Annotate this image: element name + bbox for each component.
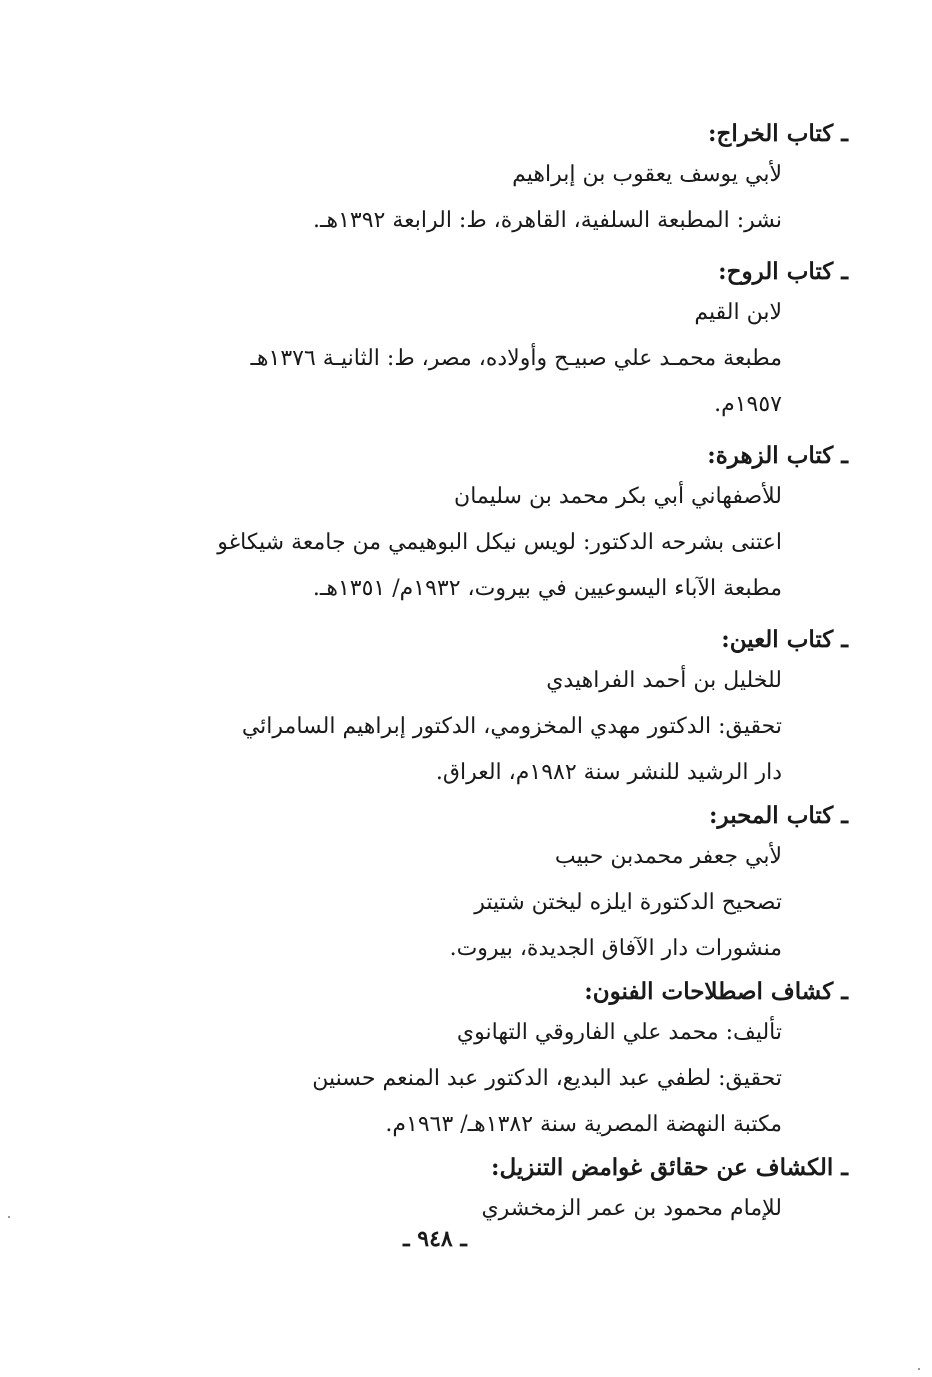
bibliography-entry bbox=[152, 116, 848, 244]
entry-title: ـ كشاف اصطلاحات الفنون: bbox=[584, 978, 848, 1005]
entry-publication: مكتبة النهضة المصرية سنة ١٣٨٢هـ/ ١٩٦٣م. bbox=[385, 1112, 782, 1137]
entry-author: للأصفهاني أبي بكر محمد بن سليمان bbox=[454, 484, 782, 509]
entry-title: ـ كتاب الروح: bbox=[718, 258, 848, 285]
entry-author: تأليف: محمد علي الفاروقي التهانوي bbox=[456, 1020, 782, 1045]
entry-publication: نشر: المطبعة السلفية، القاهرة، ط: الرابعة ١٣٩٢هـ. bbox=[313, 208, 782, 233]
entry-editor: تحقيق: لطفي عبد البديع، الدكتور عبد المنعم حسنين bbox=[312, 1066, 782, 1091]
page-number: ـ ٩٤٨ ـ bbox=[403, 1226, 467, 1252]
entry-editor: اعتنى بشرحه الدكتور: لويس نيكل البوهيمي من جامعة شيكاغو bbox=[217, 530, 782, 555]
entry-publication: منشورات دار الآفاق الجديدة، بيروت. bbox=[449, 936, 782, 961]
entry-author: لأبي يوسف يعقوب بن إبراهيم bbox=[512, 162, 782, 187]
entry-author: للإمام محمود بن عمر الزمخشري bbox=[481, 1196, 782, 1221]
entry-publication-continued: ١٩٥٧م. bbox=[714, 392, 782, 417]
scan-speck bbox=[918, 1368, 920, 1370]
entry-editor: تصحيح الدكتورة ايلزه ليختن شتيتر bbox=[474, 890, 782, 915]
entry-publication: دار الرشيد للنشر سنة ١٩٨٢م، العراق. bbox=[435, 760, 782, 785]
entry-title: ـ كتاب العين: bbox=[721, 626, 848, 653]
entry-title: ـ كتاب الخراج: bbox=[708, 120, 848, 147]
bibliography-entry bbox=[152, 1150, 848, 1232]
entry-editor: تحقيق: الدكتور مهدي المخزومي، الدكتور إبراهيم السامرائي bbox=[241, 714, 782, 739]
bibliography-entry bbox=[152, 798, 848, 972]
entry-title: ـ كتاب الزهرة: bbox=[707, 442, 848, 469]
entry-publication: مطبعة الآباء اليسوعيين في بيروت، ١٩٣٢م/ ١٣٥١هـ. bbox=[312, 576, 782, 601]
entry-author: لابن القيم bbox=[694, 300, 782, 325]
bibliography-entry bbox=[152, 622, 848, 796]
bibliography-entry bbox=[152, 974, 848, 1148]
entry-title: ـ كتاب المحبر: bbox=[709, 802, 848, 829]
entry-publication: مطبعة محمـد علي صبيـح وأولاده، مصر، ط: الثانيـة ١٣٧٦هـ bbox=[250, 346, 782, 371]
bibliography-entry bbox=[152, 438, 848, 612]
scan-speck bbox=[8, 1216, 10, 1218]
entry-title: ـ الكشاف عن حقائق غوامض التنزيل: bbox=[491, 1154, 848, 1181]
entry-author: لأبي جعفر محمدبن حبيب bbox=[554, 844, 782, 869]
entry-author: للخليل بن أحمد الفراهيدي bbox=[546, 668, 782, 693]
bibliography-list bbox=[152, 116, 848, 1232]
bibliography-entry bbox=[152, 254, 848, 428]
